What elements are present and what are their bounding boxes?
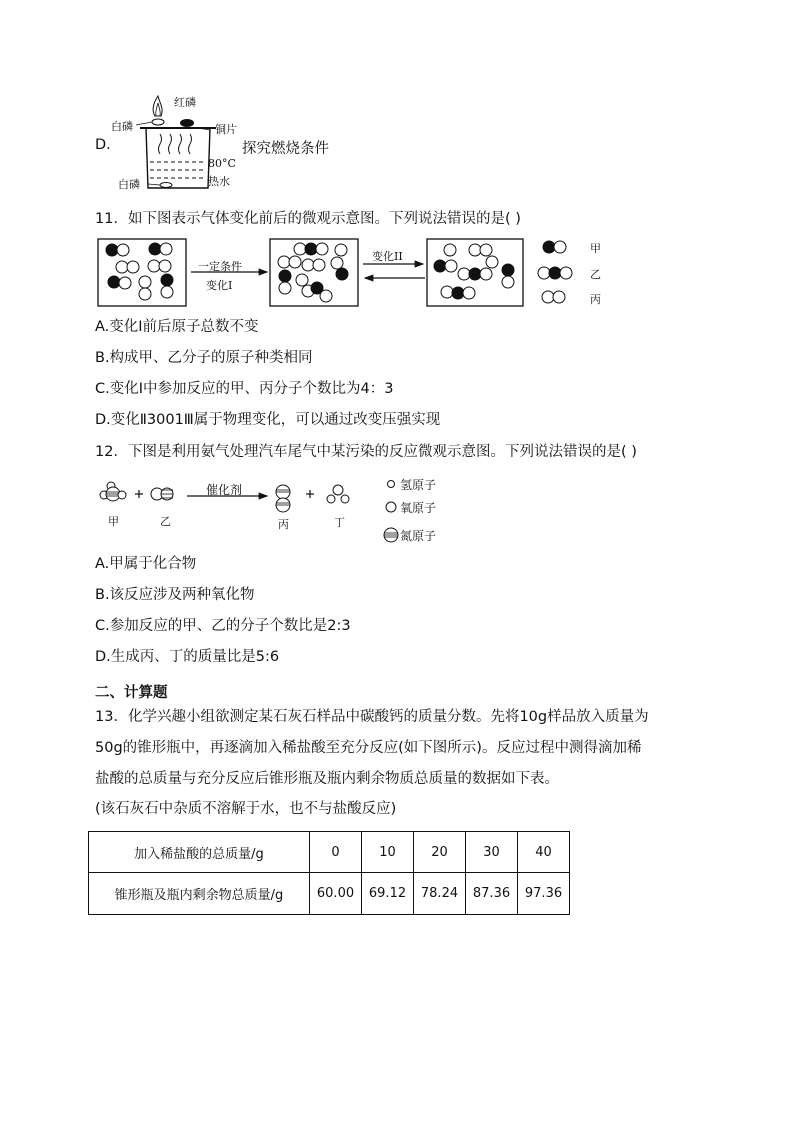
molecule-jia [100, 482, 126, 501]
q12-option-a: A.甲属于化合物 [95, 556, 197, 572]
oxygen-atom-icon [386, 502, 396, 512]
q13-line-3: 盐酸的总质量与充分反应后锥形瓶及瓶内剩余物质总质量的数据如下表。 [95, 771, 559, 787]
q12-option-b: B.该反应涉及两种氧化物 [95, 587, 255, 603]
row-header: 加入稀盐酸的总质量/g [89, 832, 310, 873]
q13-data-table [88, 831, 570, 915]
q12-option-d: D.生成丙、丁的质量比是5:6 [95, 649, 280, 665]
name-bing: 丙 [278, 518, 289, 531]
arrow1-bottom-label: 变化I [206, 279, 233, 292]
table-cell: 78.24 [414, 873, 466, 915]
table-cell: 10 [362, 832, 414, 873]
label-hot-water: 热水 [208, 175, 230, 188]
beaker-icon [146, 128, 210, 188]
label-white-phosphorus-top: 白磷 [111, 120, 133, 133]
q13-line-1: 13．化学兴趣小组欲测定某石灰石样品中碳酸钙的质量分数。先将10g样品放入质量为 [95, 709, 649, 725]
table-cell: 30 [466, 832, 518, 873]
table-cell: 20 [414, 832, 466, 873]
legend-hydrogen: 氢原子 [400, 478, 437, 492]
arrow2-label: 变化II [372, 250, 403, 263]
q11-molecule-diagram [95, 236, 615, 310]
q11-option-c: C.变化Ⅰ中参加反应的甲、丙分子个数比为4：3 [95, 381, 394, 397]
name-ding: 丁 [334, 516, 345, 529]
option-letter: D. [95, 137, 111, 153]
label-temperature: 80°C [208, 157, 236, 170]
table-cell: 60.00 [310, 873, 362, 915]
table-cell: 40 [518, 832, 570, 873]
q11-option-a: A.变化Ⅰ前后原子总数不变 [95, 319, 259, 335]
name-jia: 甲 [108, 515, 119, 528]
table-cell: 69.12 [362, 873, 414, 915]
red-phosphorus-icon [180, 119, 194, 127]
q11-option-d: D.变化Ⅱ3001Ⅲ属于物理变化，可以通过改变压强实现 [95, 412, 441, 428]
flame-icon [153, 96, 162, 116]
table-cell: 0 [310, 832, 362, 873]
table-row [89, 873, 570, 915]
section-heading: 二、计算题 [95, 685, 168, 701]
table-cell: 87.36 [466, 873, 518, 915]
catalyst-label: 催化剂 [206, 483, 243, 497]
atom-legend [384, 481, 398, 543]
table-cell: 97.36 [518, 873, 570, 915]
molecule-ding [327, 485, 349, 503]
q13-line-4: (该石灰石中杂质不溶解于水，也不与盐酸反应) [95, 801, 397, 817]
q13-line-2: 50g的锥形瓶中，再逐滴加入稀盐酸至充分反应(如下图所示)。反应过程中测得滴加稀 [95, 740, 642, 756]
q10-caption: 探究燃烧条件 [242, 141, 329, 157]
label-copper-sheet: 铜片 [215, 123, 237, 136]
legend-jia: 甲 [590, 242, 601, 255]
hydrogen-atom-icon [388, 481, 395, 488]
molecule-yi [151, 488, 173, 500]
q11-stem: 11．如下图表示气体变化前后的微观示意图。下列说法错误的是( ) [95, 211, 521, 227]
row-header: 锥形瓶及瓶内剩余物总质量/g [89, 873, 310, 915]
legend-bing: 丙 [590, 293, 601, 306]
q11-option-b: B.构成甲、乙分子的原子种类相同 [95, 350, 313, 366]
table-row [89, 832, 570, 873]
molecule-bing [276, 485, 290, 512]
q12-stem: 12．下图是利用氨气处理汽车尾气中某污染的反应微观示意图。下列说法错误的是( ) [95, 444, 637, 460]
arrow1-top-label: 一定条件 [198, 260, 242, 273]
legend-nitrogen: 氮原子 [400, 529, 437, 543]
q12-option-c: C.参加反应的甲、乙的分子个数比是2:3 [95, 618, 351, 634]
label-white-phosphorus-bottom: 白磷 [118, 178, 140, 191]
legend-yi: 乙 [590, 268, 601, 281]
molecule-legend [538, 241, 572, 303]
label-red-phosphorus: 红磷 [174, 96, 196, 109]
legend-oxygen: 氧原子 [400, 501, 437, 515]
name-yi: 乙 [160, 515, 171, 528]
